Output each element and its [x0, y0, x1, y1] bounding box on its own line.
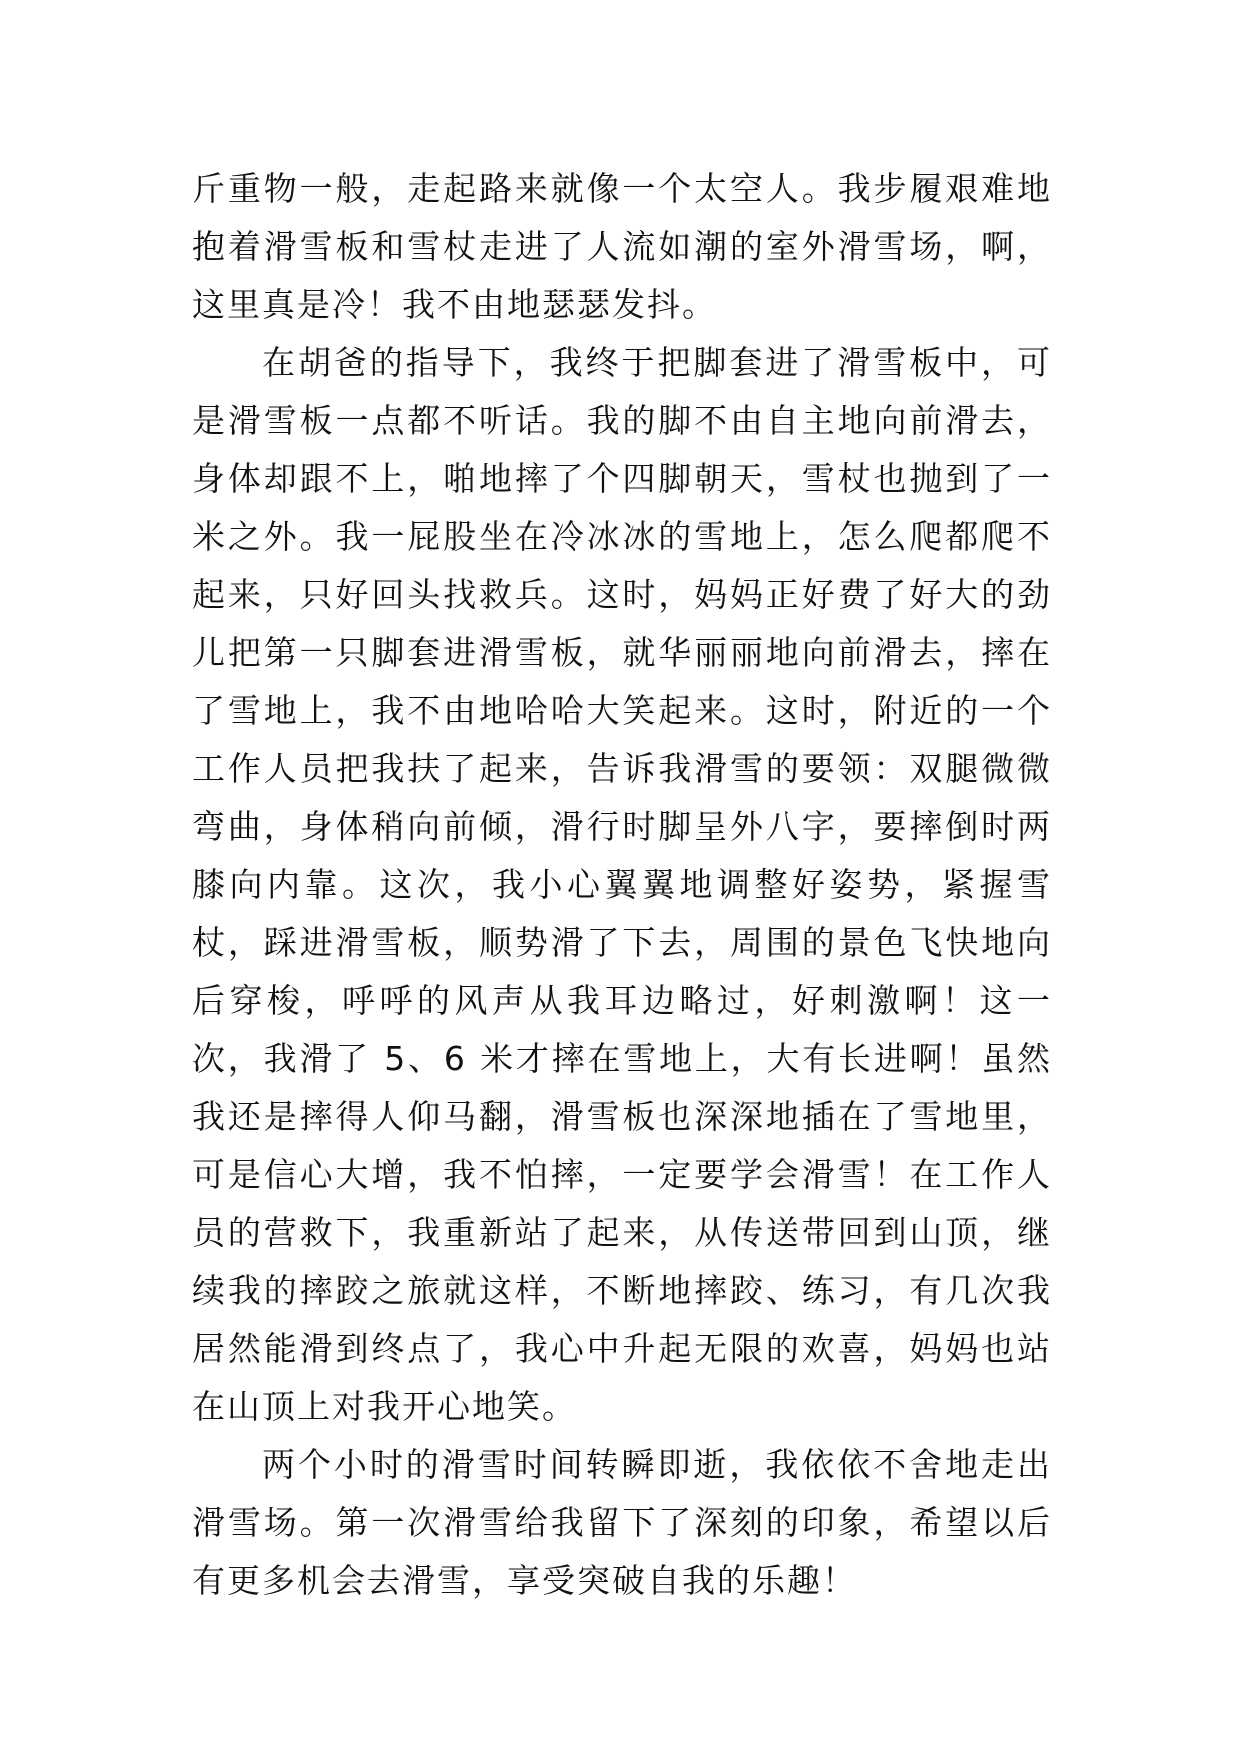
paragraph-1: 斤重物一般，走起路来就像一个太空人。我步履艰难地抱着滑雪板和雪杖走进了人流如潮的室外滑雪场，啊，这里真是冷！我不由地瑟瑟发抖。	[192, 169, 1052, 324]
essay-body	[192, 160, 1052, 1610]
paragraph-2: 在胡爸的指导下，我终于把脚套进了滑雪板中，可是滑雪板一点都不听话。我的脚不由自主地向前滑去，身体却跟不上，啪地摔了个四脚朝天，雪杖也抛到了一米之外。我一屁股坐在冷冰冰的雪地上，怎么爬都爬不起来，只好回头找救兵。这时，妈妈正好费了好大的劲儿把第一只脚套进滑雪板，就华丽丽地向前滑去，摔在了雪地上，我不由地哈哈大笑起来。这时，附近的一个工作人员把我扶了起来，告诉我滑雪的要领：双腿微微弯曲，身体稍向前倾，滑行时脚呈外八字，要摔倒时两膝向内靠。这次，我小心翼翼地调整好姿势，紧握雪杖，踩进滑雪板，顺势滑了下去，周围的景色飞快地向后穿梭，呼呼的风声从我耳边略过，好刺激啊！这一次，我滑了 5、6 米才摔在雪地上，大有长进啊！虽然我还是摔得人仰马翻，滑雪板也深深地插在了雪地里，可是信心大增，我不怕摔，一定要学会滑雪！在工作人员的营救下，我重新站了起来，从传送带回到山顶，继续我的摔跤之旅就这样，不断地摔跤、练习，有几次我居然能滑到终点了，我心中升起无限的欢喜，妈妈也站在山顶上对我开心地笑。	[192, 343, 1052, 1426]
paragraph-3: 两个小时的滑雪时间转瞬即逝，我依依不舍地走出滑雪场。第一次滑雪给我留下了深刻的印象，希望以后有更多机会去滑雪，享受突破自我的乐趣！	[192, 1445, 1052, 1600]
